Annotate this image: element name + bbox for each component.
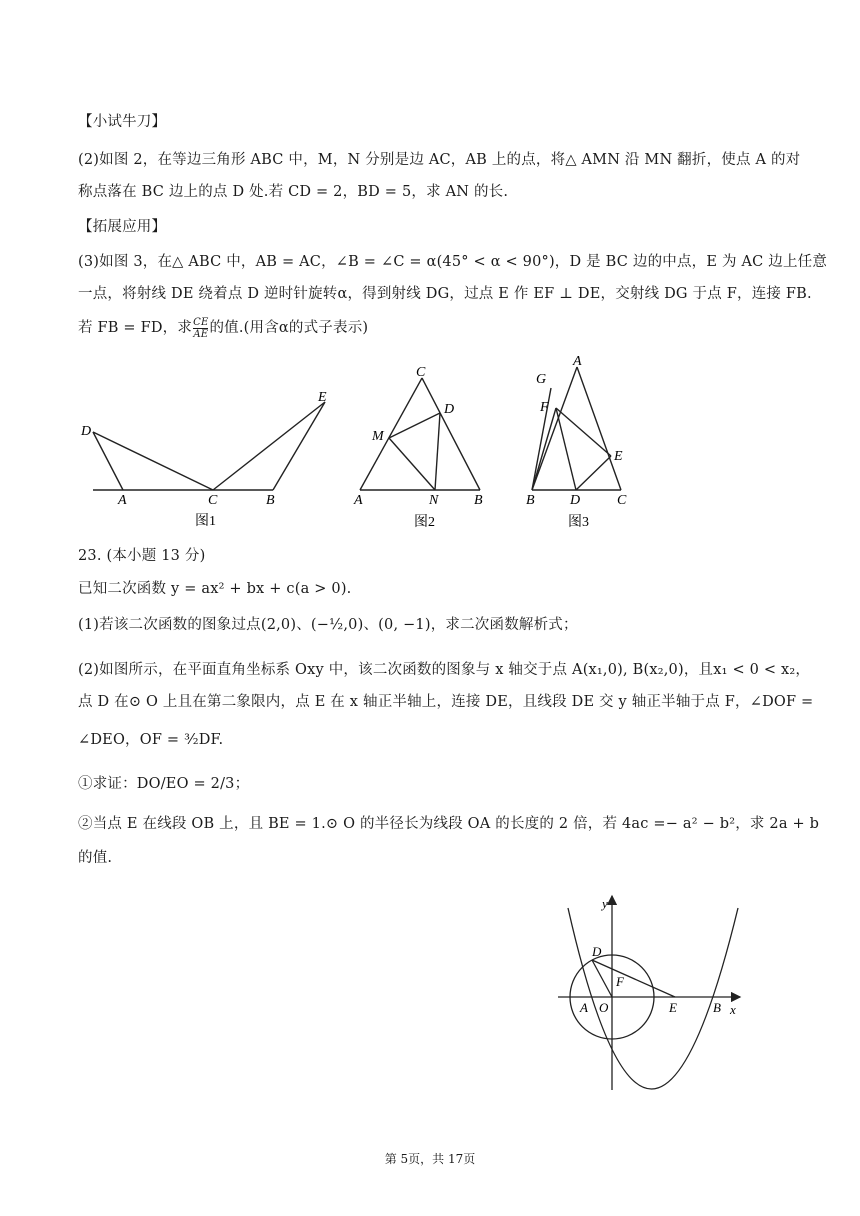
fig3-label-e: E xyxy=(614,449,623,464)
fig3-label-g: G xyxy=(536,372,547,387)
fig3-caption: 图3 xyxy=(568,515,589,530)
page-footer: 第 5页，共 17页 xyxy=(384,1152,476,1166)
graph-label-b: B xyxy=(713,1000,721,1015)
question-3-line-3 xyxy=(78,316,368,340)
parabola-circle-graph xyxy=(540,890,760,1100)
fig2-label-b: B xyxy=(474,493,483,508)
q3-prefix: 若 FB = FD，求 xyxy=(78,320,193,336)
fig1-label-d: D xyxy=(81,424,92,439)
section-heading-extend: 【拓展应用】 xyxy=(78,219,167,235)
question-23-sub-1: ①求证：DO/EO = 2/3； xyxy=(78,776,250,792)
graph-label-a: A xyxy=(580,1000,588,1015)
fig1-label-c: C xyxy=(208,493,218,508)
section-heading-try: 【小试牛刀】 xyxy=(78,114,167,130)
question-23-sub-2-line-2: 的值. xyxy=(78,850,113,866)
fig2-caption: 图2 xyxy=(414,515,435,530)
graph-label-e: E xyxy=(669,1000,677,1015)
question-23-part-2-line-3: ∠DEO，OF = ³⁄₂DF. xyxy=(78,732,224,748)
graph-label-d: D xyxy=(592,944,602,959)
fig3-label-b: B xyxy=(526,493,535,508)
question-3-line-2: 一点，将射线 DE 绕着点 D 逆时针旋转α，得到射线 DG，过点 E 作 EF ⊥ DE，交射线 DG 于点 F，连接 FB. xyxy=(78,286,812,302)
fig2-label-n: N xyxy=(429,493,439,508)
question-2-line-1: (2)如图 2，在等边三角形 ABC 中，M，N 分别是边 AC，AB 上的点，将△ AMN 沿 MN 翻折，使点 A 的对 xyxy=(78,152,801,168)
question-3-line-1: (3)如图 3，在△ ABC 中，AB = AC，∠B = ∠C = α(45° < α < 90°)，D 是 BC 边的中点，E 为 AC 边上任意 xyxy=(78,254,828,270)
fraction-ce-ae xyxy=(193,317,208,340)
fig1-caption: 图1 xyxy=(195,514,216,529)
fig1-label-a: A xyxy=(118,493,127,508)
graph-label-f: F xyxy=(616,974,624,989)
figure-2 xyxy=(350,360,500,530)
fig3-label-c: C xyxy=(617,493,627,508)
question-23-part-1: (1)若该二次函数的图象过点(2,0)、(−½,0)、(0, −1)，求二次函数解析式； xyxy=(78,617,578,633)
fig3-label-d: D xyxy=(570,493,581,508)
fig2-label-c: C xyxy=(416,365,426,380)
fraction-numerator: CE xyxy=(193,316,209,328)
question-2-line-2: 称点落在 BC 边上的点 D 处.若 CD = 2，BD = 5，求 AN 的长. xyxy=(78,184,509,200)
figure-3 xyxy=(520,350,640,535)
q3-suffix: 的值.(用含α的式子表示) xyxy=(209,320,369,336)
fig2-label-m: M xyxy=(372,429,384,444)
graph-label-o: O xyxy=(599,1000,609,1015)
question-23-sub-2-line-1: ②当点 E 在线段 OB 上，且 BE = 1.⊙ O 的半径长为线段 OA 的长度的 2 倍，若 4ac =− a² − b²，求 2a + b xyxy=(78,816,820,832)
question-23-title: 23. (本小题 13 分) xyxy=(78,548,206,564)
graph-label-x: x xyxy=(730,1002,736,1017)
figure-1 xyxy=(75,385,345,530)
fig2-label-a: A xyxy=(354,493,363,508)
fig2-label-d: D xyxy=(444,402,455,417)
fig1-label-e: E xyxy=(318,390,327,405)
fig3-label-a: A xyxy=(573,354,582,369)
fraction-denominator: AE xyxy=(193,328,209,340)
fig3-label-f: F xyxy=(540,400,549,415)
question-23-part-2-line-2: 点 D 在⊙ O 上且在第二象限内，点 E 在 x 轴正半轴上，连接 DE，且线段 DE 交 y 轴正半轴于点 F，∠DOF = xyxy=(78,694,814,710)
graph-label-y: y xyxy=(602,896,608,911)
fig1-label-b: B xyxy=(266,493,275,508)
question-23-part-2-line-1: (2)如图所示，在平面直角坐标系 Oxy 中，该二次函数的图象与 x 轴交于点 A(x₁,0), B(x₂,0)，且x₁ < 0 < x₂， xyxy=(78,662,811,678)
question-23-intro: 已知二次函数 y = ax² + bx + c(a > 0). xyxy=(78,581,352,597)
